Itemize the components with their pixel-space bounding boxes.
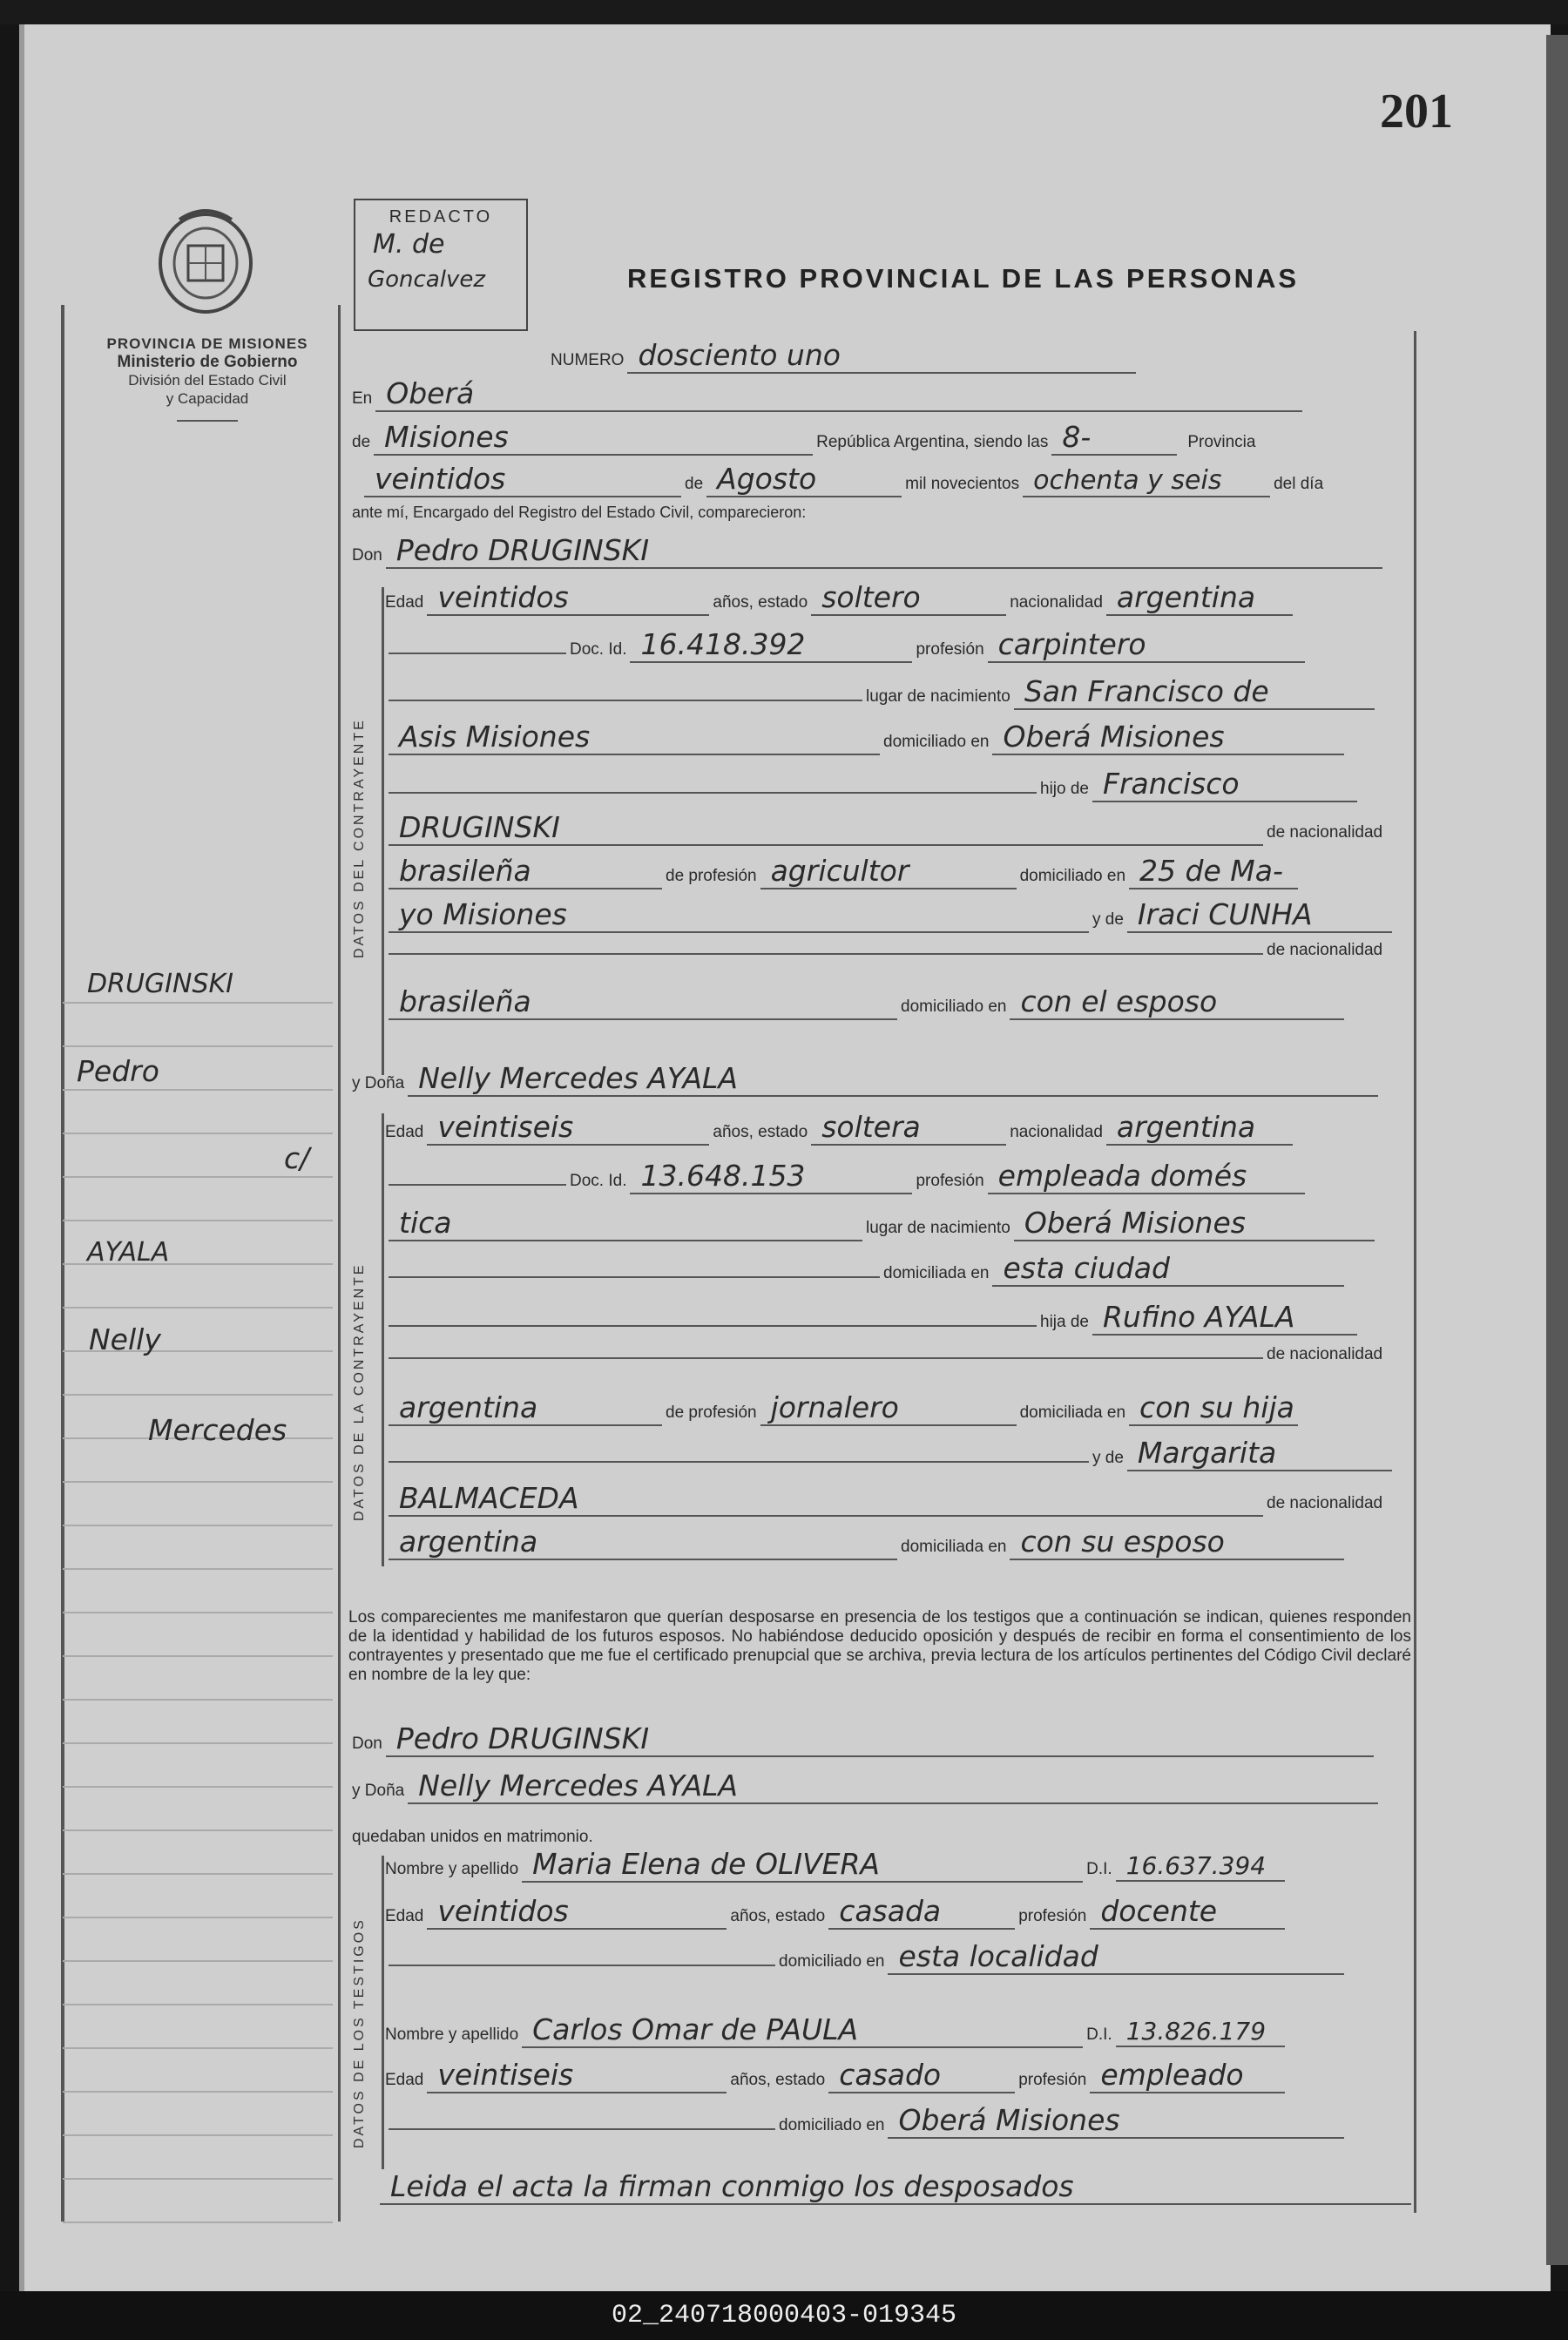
f-hija-blank [389, 1325, 1037, 1327]
c-madre: Iraci CUNHA [1127, 897, 1392, 933]
ante-mi: ante mí, Encargado del Registro del Estado Civil, comparecieron: [352, 504, 807, 521]
f-padre-prof: jornalero [760, 1390, 1017, 1426]
f-estado: soltera [811, 1110, 1006, 1146]
margin-ruled-line [63, 2047, 333, 2049]
t2-estado: casado [828, 2058, 1015, 2093]
f-doc-blank [389, 1184, 566, 1186]
division-line-1: División del Estado Civil [128, 372, 287, 389]
f-profesion-1: empleada domés [988, 1159, 1305, 1194]
division-line-2: y Capacidad [166, 390, 249, 407]
margin-ruled-line [63, 1394, 333, 1396]
body-rule [338, 305, 341, 2222]
row-dia: veintidos de Agosto mil novecientos ochenta y seis del día [361, 462, 1323, 497]
row-union-dona: y Doña Nelly Mercedes AYALA [352, 1769, 1382, 1804]
f-dom-blank [389, 1276, 880, 1278]
union-don: Pedro DRUGINSKI [386, 1721, 1374, 1757]
redacto-label: REDACTO [389, 207, 493, 227]
row-t2-dom: domiciliado en Oberá Misiones [385, 2103, 1348, 2139]
margin-ruled-line [63, 1002, 333, 1004]
row-f-hija: hija de Rufino AYALA [385, 1300, 1361, 1336]
hora-value: 8- [1051, 420, 1177, 456]
document-title: REGISTRO PROVINCIAL DE LAS PERSONAS [627, 263, 1300, 294]
redacto-stamp [354, 199, 528, 331]
mes-value: Agosto [706, 462, 902, 497]
margin-ruled-line [63, 1307, 333, 1309]
c-padre-1: Francisco [1092, 767, 1357, 802]
row-union-don: Don Pedro DRUGINSKI [352, 1721, 1377, 1757]
margin-ruled-line [63, 1960, 333, 1962]
c-padre-2: DRUGINSKI [389, 810, 1263, 846]
en-value: Oberá [375, 376, 1302, 412]
margin-ruled-line [63, 1220, 333, 1221]
testigos-band: DATOS DE LOS TESTIGOS [352, 1917, 367, 2148]
margin-ruled-line [63, 2222, 333, 2223]
t2-di: 13.826.179 [1116, 2017, 1285, 2047]
t2-nombre: Carlos Omar de PAULA [522, 2012, 1083, 2048]
row-f-padre-nac-label: de nacionalidad [385, 1345, 1382, 1364]
contrayenta-nombre: Nelly Mercedes AYALA [408, 1061, 1378, 1097]
c-padre-nac: brasileña [389, 854, 662, 889]
row-dona: y Doña Nelly Mercedes AYALA [352, 1061, 1382, 1097]
row-t1-nombre: Nombre y apellido Maria Elena de OLIVERA D.I. 16.637.394 [385, 1847, 1288, 1883]
contrayente-band: DATOS DEL CONTRAYENTE [352, 718, 367, 958]
t1-dom-blank [389, 1965, 775, 1966]
t1-edad: veintidos [427, 1894, 727, 1930]
margin-ruled-line [63, 1612, 333, 1613]
f-padre: Rufino AYALA [1092, 1300, 1357, 1336]
row-cierre [376, 2169, 1415, 2205]
t2-dom-blank [389, 2128, 775, 2130]
t2-edad: veintiseis [427, 2058, 727, 2093]
redacto-line-1: M. de [373, 229, 445, 260]
margin-ruled-line [63, 1917, 333, 1918]
c-edad: veintidos [427, 580, 709, 616]
numero-value: dosciento uno [627, 338, 1136, 374]
margin-ruled-line [63, 1568, 333, 1570]
c-estado: soltero [811, 580, 1006, 616]
declaration-paragraph: Los comparecientes me manifestaron que querían desposarse en presencia de los testigos que a continuación se indican, quienes responden de la identidad y habilidad de los futuros esposos. No habiéndose deducido oposición y después de recibir en forma el consentimiento de los contrayentes y presentado que me fue el certificado prenupcial que se archiva, previa lectura de los artículos pertinentes del Código Civil declaré en nombre de la ley que: [348, 1608, 1411, 1684]
divider [177, 420, 238, 422]
margin-name-3: c/ [284, 1141, 310, 1175]
c-domicilio: Oberá Misiones [992, 720, 1344, 755]
margin-ruled-line [63, 1133, 333, 1134]
f-madre-blank [389, 1461, 1089, 1463]
book-spine [1546, 35, 1568, 2265]
row-c-madre: yo Misiones y de Iraci CUNHA [385, 897, 1396, 933]
f-lugar: Oberá Misiones [1014, 1206, 1375, 1241]
f-padre-nac: argentina [389, 1390, 662, 1426]
c-nacionalidad: argentina [1106, 580, 1293, 616]
margin-ruled-line [63, 1655, 333, 1657]
margin-ruled-line [63, 1873, 333, 1875]
quedaban-unidos: quedaban unidos en matrimonio. [352, 1828, 593, 1846]
f-madre-nac: argentina [389, 1525, 897, 1560]
row-don: Don Pedro DRUGINSKI [352, 533, 1386, 569]
c-lugar-2: Asis Misiones [389, 720, 880, 755]
row-t1-dom: domiciliado en esta localidad [385, 1939, 1348, 1975]
province-name: PROVINCIA DE MISIONES [106, 335, 308, 352]
row-t1-edad: Edad veintidos años, estado casada profesión docente [385, 1894, 1288, 1930]
t2-profesion: empleado [1090, 2058, 1285, 2093]
scan-footer-id: 02_240718000403-019345 [0, 2291, 1568, 2340]
c-lugar-blank [389, 700, 862, 701]
margin-ruled-line [63, 2134, 333, 2136]
contrayente-nombre: Pedro DRUGINSKI [386, 533, 1382, 569]
c-madre-blank [389, 953, 1263, 955]
cierre-text: Leida el acta la firman conmigo los desposados [380, 2169, 1411, 2205]
row-f-padre-nac: argentina de profesión jornalero domiciliada en con su hija [385, 1390, 1301, 1426]
row-c-hijo: hijo de Francisco [385, 767, 1361, 802]
c-profesion: carpintero [988, 627, 1305, 663]
f-padre-blank [389, 1357, 1263, 1359]
c-doc: 16.418.392 [630, 627, 912, 663]
f-padre-dom: con su hija [1129, 1390, 1298, 1426]
row-c-doc: Doc. Id. 16.418.392 profesión carpintero [385, 627, 1308, 663]
provincial-seal-icon [153, 202, 258, 317]
t1-di: 16.637.394 [1116, 1851, 1285, 1882]
margin-ruled-line [63, 1481, 333, 1483]
union-dona: Nelly Mercedes AYALA [408, 1769, 1378, 1804]
t1-nombre: Maria Elena de OLIVERA [522, 1847, 1083, 1883]
right-rule [1414, 331, 1416, 2213]
margin-ruled-line [63, 1525, 333, 1526]
t2-domicilio: Oberá Misiones [888, 2103, 1344, 2139]
f-madre-dom: con su esposo [1010, 1525, 1344, 1560]
margin-ruled-line [63, 1742, 333, 1744]
contrayenta-band-rule [382, 1113, 384, 1566]
ministry-name: Ministerio de Gobierno [117, 353, 298, 371]
row-f-edad: Edad veintiseis años, estado soltera nacionalidad argentina [385, 1110, 1296, 1146]
row-de: de Misiones República Argentina, siendo las 8- Provincia [352, 420, 1256, 454]
de-value: Misiones [374, 420, 813, 456]
province-header [77, 335, 338, 422]
c-madre-nac: brasileña [389, 984, 897, 1020]
f-nacionalidad: argentina [1106, 1110, 1293, 1146]
row-c-edad: Edad veintidos años, estado soltero nacionalidad argentina [385, 580, 1296, 616]
f-madre-1: Margarita [1127, 1436, 1392, 1471]
row-c-padre-nac: brasileña de profesión agricultor domiciliado en 25 de Ma- [385, 854, 1301, 889]
margin-name-2: Pedro [77, 1054, 159, 1088]
f-doc: 13.648.153 [630, 1159, 912, 1194]
redacto-line-2: Goncalvez [368, 267, 486, 293]
scan-top-edge [0, 0, 1568, 24]
c-padre-dom-2: yo Misiones [389, 897, 1089, 933]
f-madre-2: BALMACEDA [389, 1481, 1263, 1517]
contrayente-band-rule [382, 587, 384, 1075]
row-c-madre-nac: brasileña domiciliado en con el esposo [385, 984, 1348, 1020]
c-lugar-1: San Francisco de [1014, 674, 1375, 710]
f-domicilio: esta ciudad [992, 1251, 1344, 1287]
margin-name-6: Mercedes [148, 1413, 287, 1447]
row-t2-edad: Edad veintiseis años, estado casado profesión empleado [385, 2058, 1288, 2093]
margin-ruled-line [63, 2091, 333, 2093]
margin-name-4: AYALA [87, 1237, 170, 1268]
row-f-dom: domiciliada en esta ciudad [385, 1251, 1348, 1287]
testigos-band-rule [382, 1856, 384, 2169]
c-padre-prof: agricultor [760, 854, 1017, 889]
margin-ruled-line [63, 1089, 333, 1091]
margin-ruled-line [63, 1786, 333, 1788]
margin-ruled-line [63, 2004, 333, 2005]
row-f-madre-nac: argentina domiciliada en con su esposo [385, 1525, 1348, 1560]
margin-ruled-line [63, 1699, 333, 1701]
margin-ruled-line [63, 2178, 333, 2180]
row-c-padre: DRUGINSKI de nacionalidad [385, 810, 1382, 846]
row-t2-nombre: Nombre y apellido Carlos Omar de PAULA D.I. 13.826.179 [385, 2012, 1288, 2048]
row-numero: NUMERO dosciento uno [551, 338, 1139, 374]
margin-ruled-line [63, 1829, 333, 1831]
row-en: En Oberá [352, 376, 1306, 412]
dia-value: veintidos [364, 462, 681, 497]
margin-ruled-line [63, 1176, 333, 1178]
row-c-lugar: lugar de nacimiento San Francisco de [385, 674, 1378, 710]
t1-profesion: docente [1090, 1894, 1285, 1930]
row-f-madre-2: BALMACEDA de nacionalidad [385, 1481, 1382, 1517]
row-f-doc: Doc. Id. 13.648.153 profesión empleada domés [385, 1159, 1308, 1194]
row-f-lugar: tica lugar de nacimiento Oberá Misiones [385, 1206, 1378, 1241]
margin-name-5: Nelly [89, 1322, 161, 1356]
row-c-madre-nac-label: de nacionalidad [385, 941, 1382, 960]
row-c-dom: Asis Misiones domiciliado en Oberá Misiones [385, 720, 1348, 755]
f-edad: veintiseis [427, 1110, 709, 1146]
contrayenta-band: DATOS DE LA CONTRAYENTE [352, 1262, 367, 1521]
anio-value: ochenta y seis [1023, 465, 1270, 497]
t1-domicilio: esta localidad [888, 1939, 1344, 1975]
margin-name-1: DRUGINSKI [87, 969, 234, 999]
c-doc-blank [389, 653, 566, 654]
t1-estado: casada [828, 1894, 1015, 1930]
c-hijo-blank [389, 792, 1037, 794]
page-number: 201 [1380, 85, 1453, 139]
c-madre-dom: con el esposo [1010, 984, 1344, 1020]
c-padre-dom-1: 25 de Ma- [1129, 854, 1298, 889]
row-f-madre: y de Margarita [385, 1436, 1396, 1471]
margin-ruled-line [63, 1045, 333, 1047]
f-profesion-2: tica [389, 1206, 862, 1241]
